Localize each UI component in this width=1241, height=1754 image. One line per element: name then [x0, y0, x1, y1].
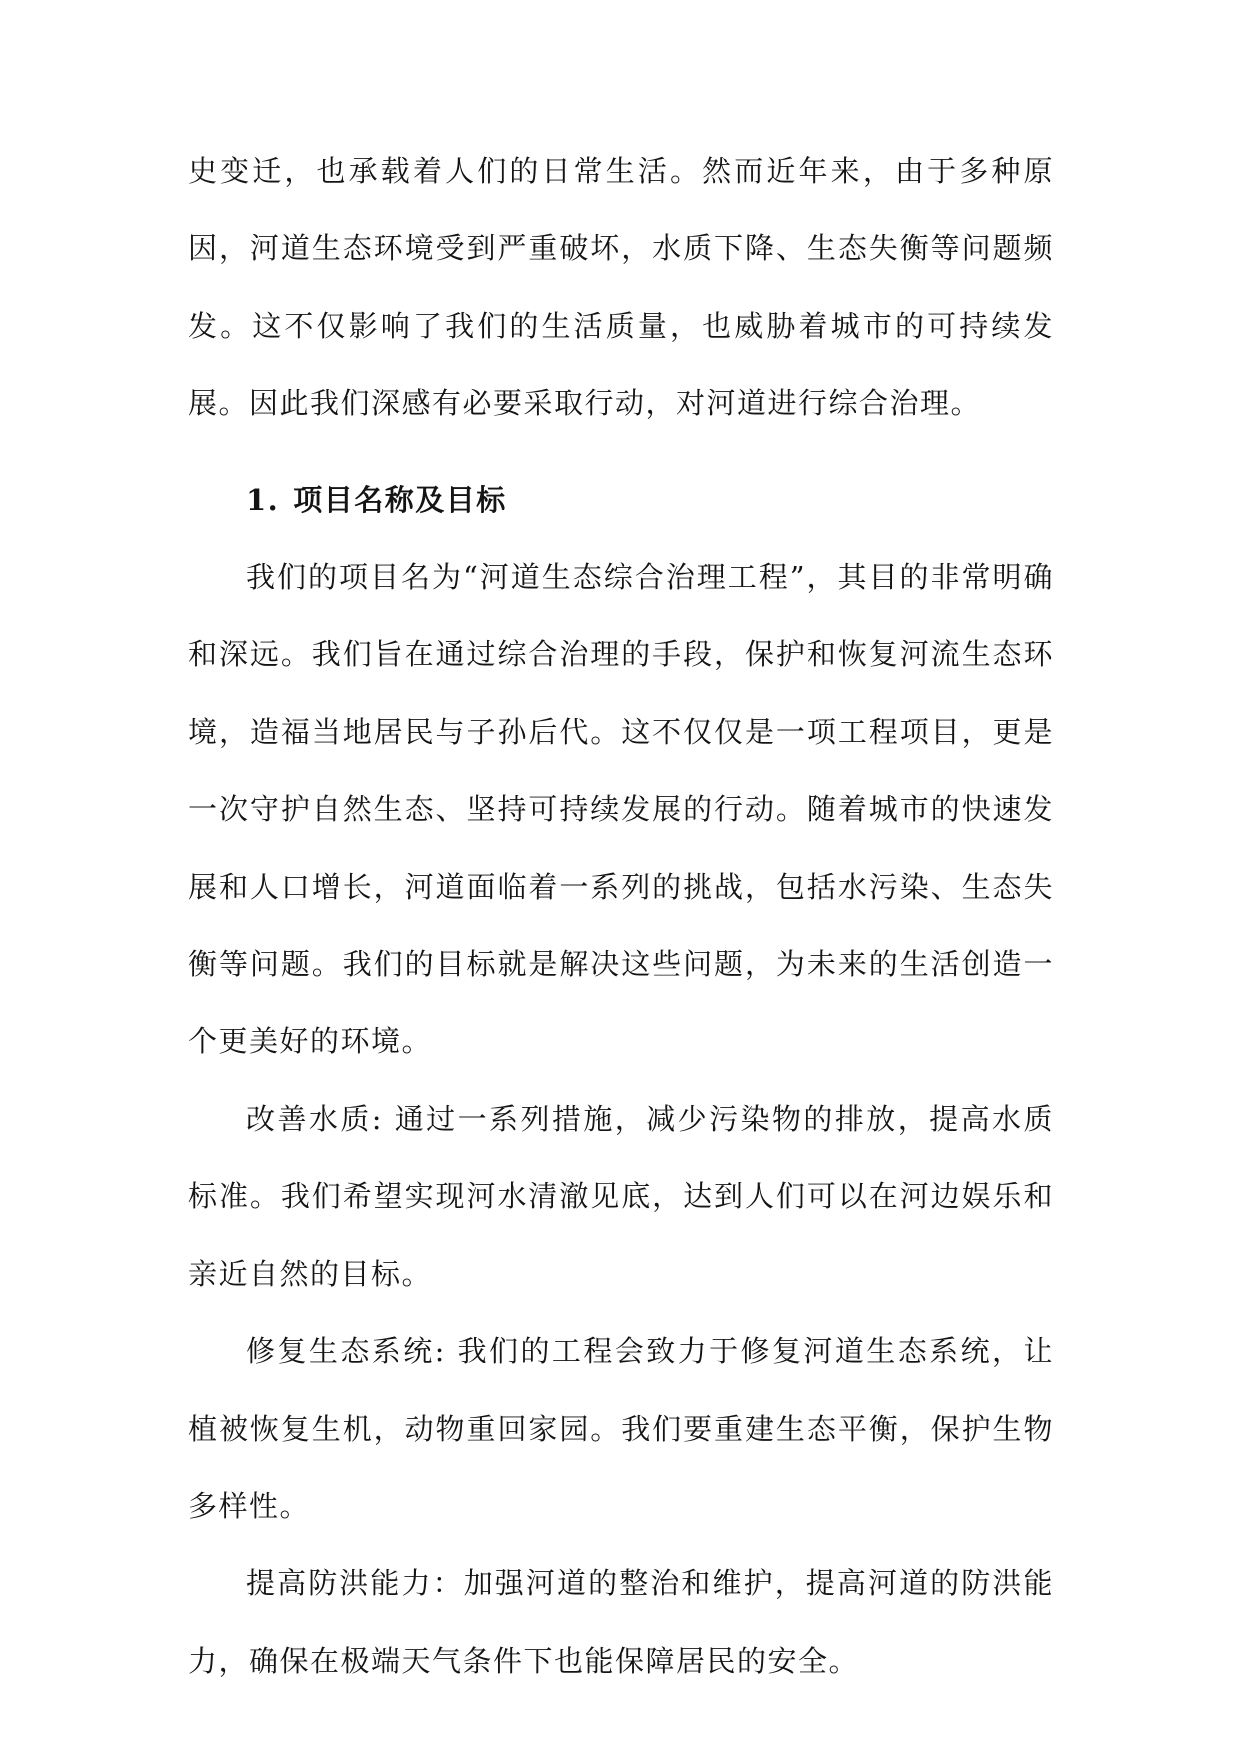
document-body — [188, 133, 1054, 1700]
section-number: 1. — [246, 482, 280, 517]
ecosystem-paragraph: 修复生态系统: 我们的工程会致力于修复河道生态系统，让植被恢复生机，动物重回家园。我们要重建生态平衡，保护生物多样性。 — [188, 1334, 1054, 1523]
project-goal-paragraph: 我们的项目名为“河道生态综合治理工程”，其目的非常明确和深远。我们旨在通过综合治理的手段，保护和恢复河流生态环境，造福当地居民与子孙后代。这不仅仅是一项工程项目，更是一次守护自然生态、坚持可持续发展的行动。随着城市的快速发展和人口增长，河道面临着一系列的挑战，包括水污染、生态失衡等问题。我们的目标就是解决这些问题，为未来的生活创造一个更美好的环境。 — [188, 560, 1054, 1059]
intro-paragraph: 史变迁，也承载着人们的日常生活。然而近年来，由于多种原因，河道生态环境受到严重破坏，水质下降、生态失衡等问题频发。这不仅影响了我们的生活质量，也威胁着城市的可持续发展。因此我们深感有必要采取行动，对河道进行综合治理。 — [188, 154, 1054, 421]
water-quality-paragraph: 改善水质: 通过一系列措施，减少污染物的排放，提高水质标准。我们希望实现河水清澈见底，达到人们可以在河边娱乐和亲近自然的目标。 — [188, 1101, 1054, 1291]
section-heading — [188, 462, 1054, 539]
section-spacer — [188, 443, 1054, 462]
section-title: 项目名称及目标 — [293, 482, 507, 517]
flood-control-paragraph: 提高防洪能力：加强河道的整治和维护，提高河道的防洪能力，确保在极端天气条件下也能保障居民的安全。 — [188, 1566, 1054, 1678]
